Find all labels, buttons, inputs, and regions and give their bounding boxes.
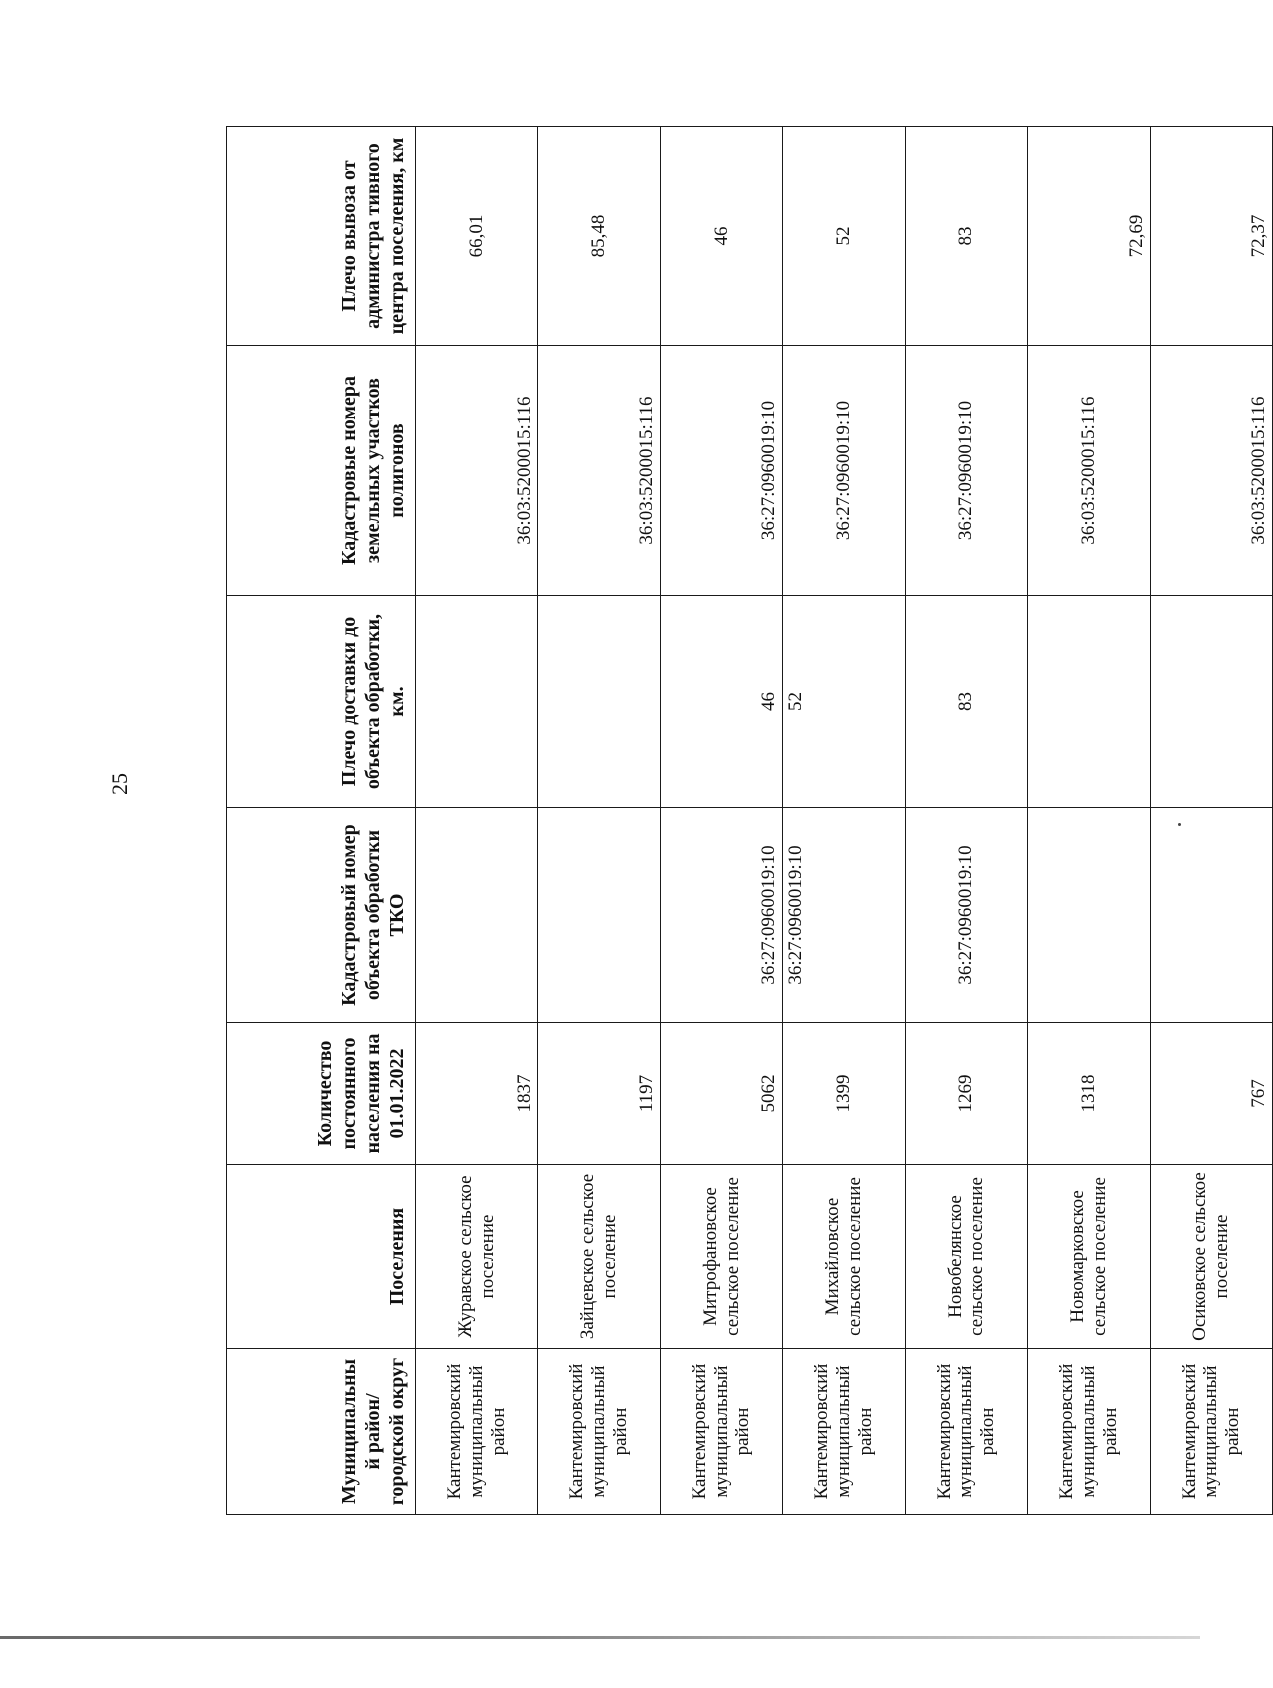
population-cell: 1837 [416,1023,538,1165]
population-cell: 5062 [660,1023,782,1165]
cadastral-landfill-cell: 36:03:5200015:116 [416,346,538,596]
delivery-distance-cell [1150,596,1272,808]
settlement-cell: Митрофановское сельское поселение [660,1165,782,1349]
cadastral-landfill-cell: 36:27:0960019:10 [905,346,1027,596]
page-number: 25 [107,773,132,795]
district-cell: Кантемировский муниципальный район [1150,1349,1272,1515]
district-cell: Кантемировский муниципальный район [538,1349,660,1515]
cadastral-processing-cell [1028,808,1150,1023]
delivery-distance-cell: 83 [905,596,1027,808]
settlement-cell: Журавское сельское поселение [416,1165,538,1349]
district-cell: Кантемировский муниципальный район [905,1349,1027,1515]
cadastral-processing-cell: 36:27:0960019:10 [905,808,1027,1023]
district-cell: Кантемировский муниципальный район [416,1349,538,1515]
district-cell: Кантемировский муниципальный район [783,1349,905,1515]
cadastral-processing-cell [416,808,538,1023]
cadastral-landfill-cell: 36:03:5200015:116 [538,346,660,596]
population-cell: 1197 [538,1023,660,1165]
table-row [538,127,660,1515]
header-cadastral-landfill: Кадастровые номера земельных участков полигонов [227,346,416,596]
district-cell: Кантемировский муниципальный район [660,1349,782,1515]
settlement-cell: Осиковское сельское поселение [1150,1165,1272,1349]
header-population: Количество постоянного населения на 01.01.2022 [227,1023,416,1165]
header-settlement: Поселения [227,1165,416,1349]
header-cadastral-processing: Кадастровый номер объекта обработки ТКО [227,808,416,1023]
removal-distance-cell: 85,48 [538,127,660,346]
cadastral-processing-cell [538,808,660,1023]
removal-distance-cell: 66,01 [416,127,538,346]
cadastral-landfill-cell: 36:27:0960019:10 [660,346,782,596]
header-row [227,127,416,1515]
population-cell: 1399 [783,1023,905,1165]
removal-distance-cell: 46 [660,127,782,346]
population-cell: 1318 [1028,1023,1150,1165]
header-removal-distance: Плечо вывоза от администра тивного центра поселения, км [227,127,416,346]
settlement-cell: Зайцевское сельское поселение [538,1165,660,1349]
delivery-distance-cell: 46 [660,596,782,808]
delivery-distance-cell [538,596,660,808]
table-row [905,127,1027,1515]
header-district: Муниципальны й район/ городской округ [227,1349,416,1515]
delivery-distance-cell: 52 [783,596,905,808]
removal-distance-cell: 72,37 [1150,127,1272,346]
district-cell: Кантемировский муниципальный район [1028,1349,1150,1515]
cadastral-landfill-cell: 36:27:0960019:10 [783,346,905,596]
cadastral-processing-cell: 36:27:0960019:10 [783,808,905,1023]
settlement-cell: Новомарковское сельское поселение [1028,1165,1150,1349]
scan-speck [1178,823,1181,826]
cadastral-landfill-cell: 36:03:5200015:116 [1150,346,1272,596]
scan-edge-line [0,1636,1200,1639]
removal-distance-cell: 83 [905,127,1027,346]
cadastral-processing-cell: 36:27:0960019:10 [660,808,782,1023]
delivery-distance-cell [1028,596,1150,808]
table-row [1150,127,1272,1515]
removal-distance-cell: 52 [783,127,905,346]
cadastral-processing-cell [1150,808,1272,1023]
settlement-cell: Новобелянское сельское поселение [905,1165,1027,1349]
settlement-cell: Михайловское сельское поселение [783,1165,905,1349]
population-cell: 767 [1150,1023,1272,1165]
table-row [1028,127,1150,1515]
cadastral-landfill-cell: 36:03:5200015:116 [1028,346,1150,596]
table-row [783,127,905,1515]
header-delivery-distance: Плечо доставки до объекта обработки, км. [227,596,416,808]
table-container [226,127,1273,1515]
table-row [660,127,782,1515]
settlements-table [226,126,1273,1515]
table-row [416,127,538,1515]
removal-distance-cell: 72,69 [1028,127,1150,346]
delivery-distance-cell [416,596,538,808]
population-cell: 1269 [905,1023,1027,1165]
